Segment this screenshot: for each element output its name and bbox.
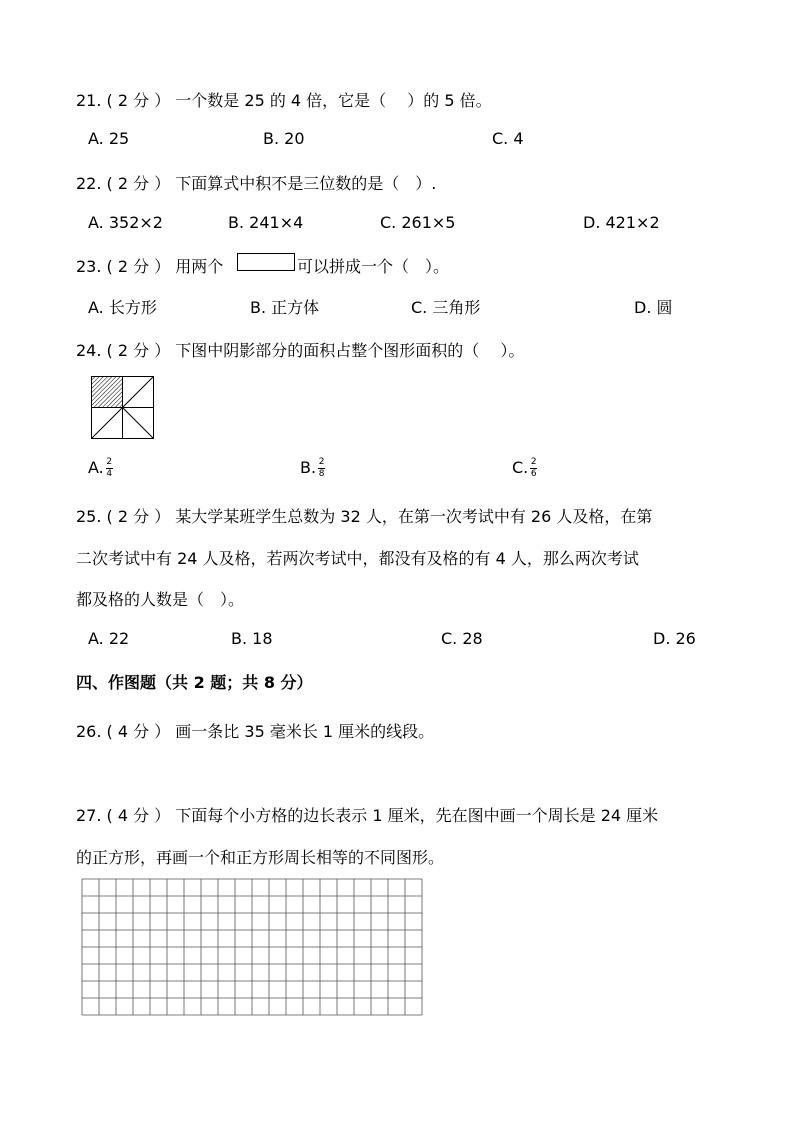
q24-option-a xyxy=(88,458,113,479)
shaded-region xyxy=(92,377,123,408)
drawing-grid[interactable] xyxy=(81,878,423,1016)
q23-option-d: D. 圆 xyxy=(634,298,673,317)
fraction-a-numerator: 2 xyxy=(106,457,113,467)
q23-text-after: 可以拼成一个（ ）。 xyxy=(297,257,450,276)
q27-line-2: 的正方形，再画一个和正方形周长相等的不同图形。 xyxy=(76,848,445,867)
q22-option-a: A. 352×2 xyxy=(88,213,163,232)
q25-line-3: 都及格的人数是（ ）。 xyxy=(76,590,245,609)
q25-option-b: B. 18 xyxy=(231,629,273,648)
shaded-square-figure xyxy=(91,376,154,439)
q25-line-1: 25. ( 2 分 ） 某大学某班学生总数为 32 人，在第一次考试中有 26 人及格，在第 xyxy=(76,507,653,526)
q27-line-1: 27. ( 4 分 ） 下面每个小方格的边长表示 1 厘米，先在图中画一个周长是 24 厘米 xyxy=(76,806,659,825)
q23-text-before: 23. ( 2 分 ） 用两个 xyxy=(76,257,224,276)
fraction-c-numerator: 2 xyxy=(530,457,537,467)
q25-option-a: A. 22 xyxy=(88,629,130,648)
fraction-c-denominator: 6 xyxy=(530,469,537,479)
q24-option-b-label: B. xyxy=(300,458,317,477)
q24-option-c-label: C. xyxy=(512,458,529,477)
rectangle-figure xyxy=(237,253,295,271)
q25-line-2: 二次考试中有 24 人及格，若两次考试中，都没有及格的有 4 人，那么两次考试 xyxy=(76,549,639,568)
q22-option-b: B. 241×4 xyxy=(228,213,304,232)
q24-option-a-label: A. xyxy=(88,458,104,477)
q22-option-c: C. 261×5 xyxy=(380,213,456,232)
q21-option-a: A. 25 xyxy=(88,129,130,148)
q25-option-c: C. 28 xyxy=(441,629,483,648)
q24-option-b xyxy=(300,458,325,479)
fraction-c xyxy=(530,458,537,479)
q21-option-b: B. 20 xyxy=(263,129,305,148)
q23-option-a: A. 长方形 xyxy=(88,298,157,317)
q24-text: 24. ( 2 分 ） 下图中阴影部分的面积占整个图形面积的（ ）。 xyxy=(76,341,525,360)
q21-text: 21. ( 2 分 ） 一个数是 25 的 4 倍，它是（ ）的 5 倍。 xyxy=(76,91,492,110)
q22-text: 22. ( 2 分 ） 下面算式中积不是三位数的是（ ）. xyxy=(76,174,437,193)
fraction-b-numerator: 2 xyxy=(318,457,325,467)
fraction-a xyxy=(106,458,113,479)
q23-option-c: C. 三角形 xyxy=(411,298,481,317)
q21-option-c: C. 4 xyxy=(492,129,524,148)
q26-text: 26. ( 4 分 ） 画一条比 35 毫米长 1 厘米的线段。 xyxy=(76,722,435,741)
q22-option-d: D. 421×2 xyxy=(583,213,660,232)
fraction-b-denominator: 8 xyxy=(318,469,325,479)
section-heading: 四、作图题（共 2 题；共 8 分） xyxy=(76,673,313,692)
q24-option-c xyxy=(512,458,537,479)
fraction-b xyxy=(318,458,325,479)
fraction-a-denominator: 4 xyxy=(106,469,113,479)
q23-option-b: B. 正方体 xyxy=(250,298,320,317)
q25-option-d: D. 26 xyxy=(653,629,696,648)
